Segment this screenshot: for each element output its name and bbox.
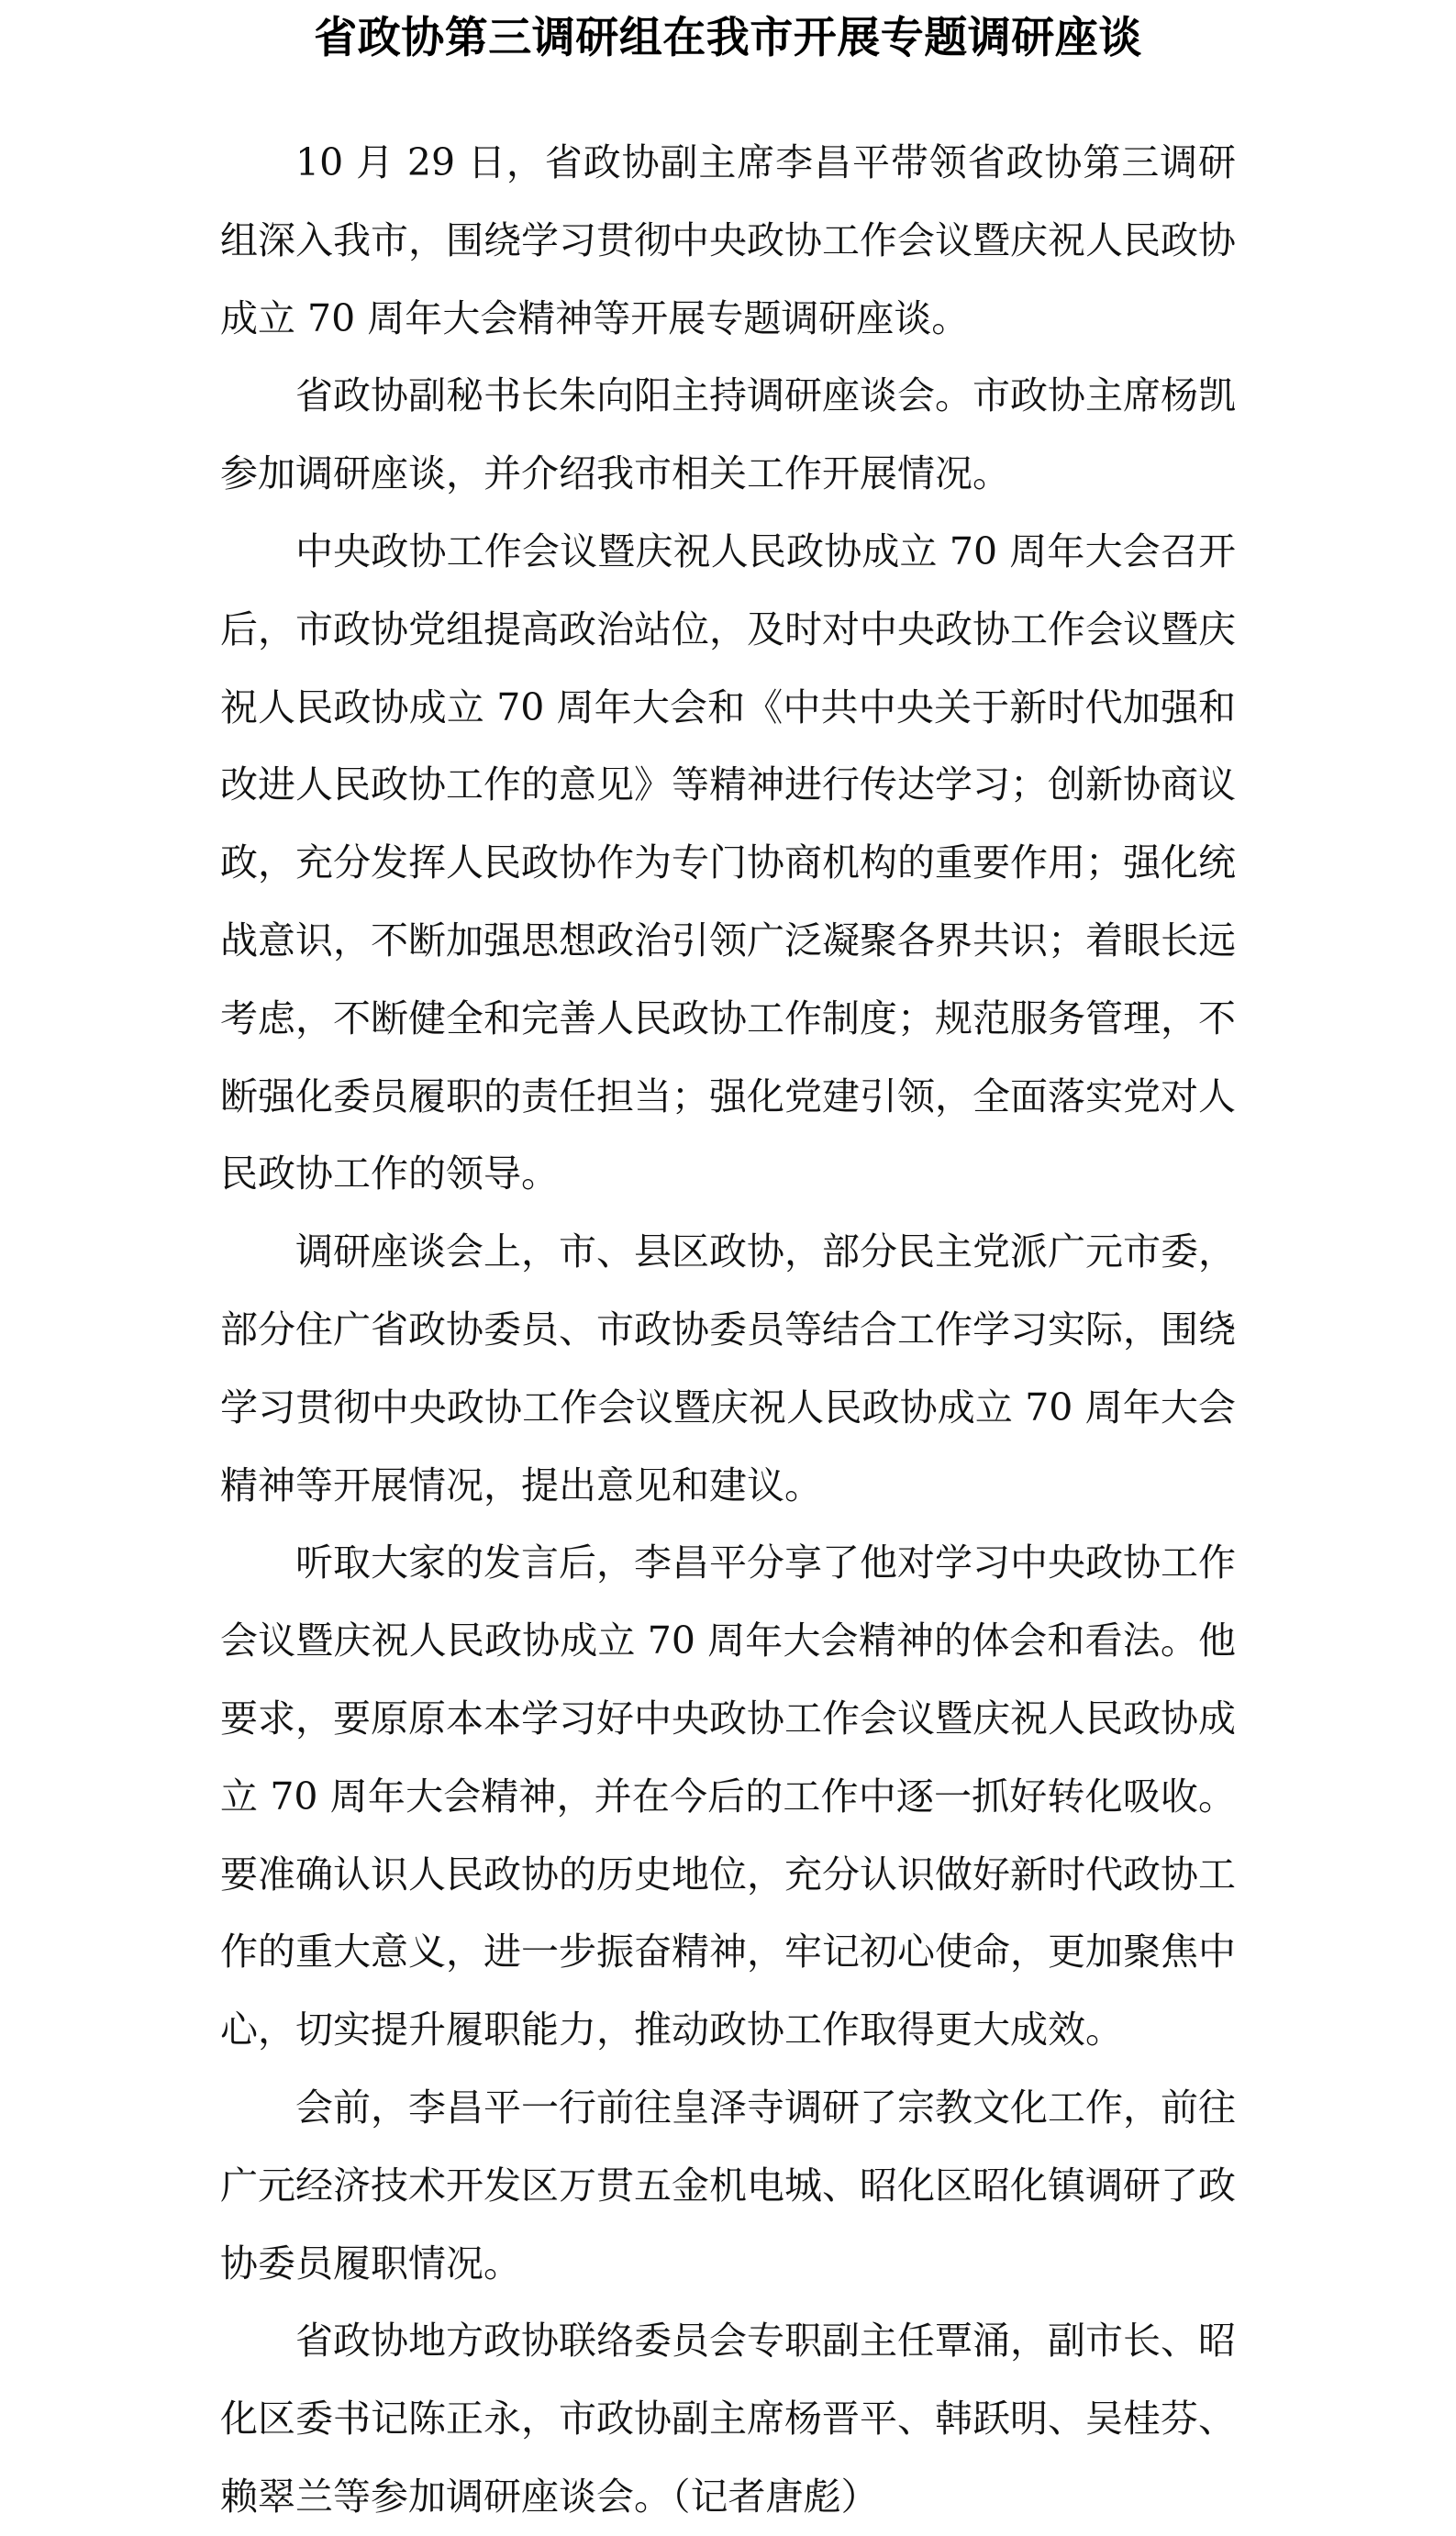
paragraph-1: 10 月 29 日，省政协副主席李昌平带领省政协第三调研组深入我市，围绕学习贯彻中央政协工作会议暨庆祝人民政协成立 70 周年大会精神等开展专题调研座谈。 [220,140,1236,340]
article-body [220,124,1236,2536]
paragraph-5: 听取大家的发言后，李昌平分享了他对学习中央政协工作会议暨庆祝人民政协成立 70 周年大会精神的体会和看法。他要求，要原原本本学习好中央政协工作会议暨庆祝人民政协成立 70 周年大会精神，并在今后的工作中逐一抓好转化吸收。要准确认识人民政协的历史地位，充分认识做好新时代政协工作的重大意义，进一步振奋精神，牢记初心使命，更加聚焦中心，切实提升履职能力，推动政协工作取得更大成效。 [220,1541,1236,2052]
article-title: 省政协第三调研组在我市开展专题调研座谈 [314,13,1142,63]
paragraph-2: 省政协副秘书长朱向阳主持调研座谈会。市政协主席杨凯参加调研座谈，并介绍我市相关工作开展情况。 [220,373,1236,496]
paragraph-4: 调研座谈会上，市、县区政协，部分民主党派广元市委，部分住广省政协委员、市政协委员等结合工作学习实际，围绕学习贯彻中央政协工作会议暨庆祝人民政协成立 70 周年大会精神等开展情况，提出意见和建议。 [220,1229,1236,1507]
paragraph-3: 中央政协工作会议暨庆祝人民政协成立 70 周年大会召开后，市政协党组提高政治站位，及时对中央政协工作会议暨庆祝人民政协成立 70 周年大会和《中共中央关于新时代加强和改进人民政协工作的意见》等精神进行传达学习；创新协商议政，充分发挥人民政协作为专门协商机构的重要作用；强化统战意识，不断加强思想政治引领广泛凝聚各界共识；着眼长远考虑，不断健全和完善人民政协工作制度；规范服务管理，不断强化委员履职的责任担当；强化党建引领，全面落实党对人民政协工作的领导。 [220,528,1236,1196]
paragraph-6: 会前，李昌平一行前往皇泽寺调研了宗教文化工作，前往广元经济技术开发区万贯五金机电城、昭化区昭化镇调研了政协委员履职情况。 [220,2085,1236,2286]
paragraph-7: 省政协地方政协联络委员会专职副主任覃涌，副市长、昭化区委书记陈正永，市政协副主席杨晋平、韩跃明、吴桂芬、赖翠兰等参加调研座谈会。（记者唐彪） [220,2319,1236,2519]
